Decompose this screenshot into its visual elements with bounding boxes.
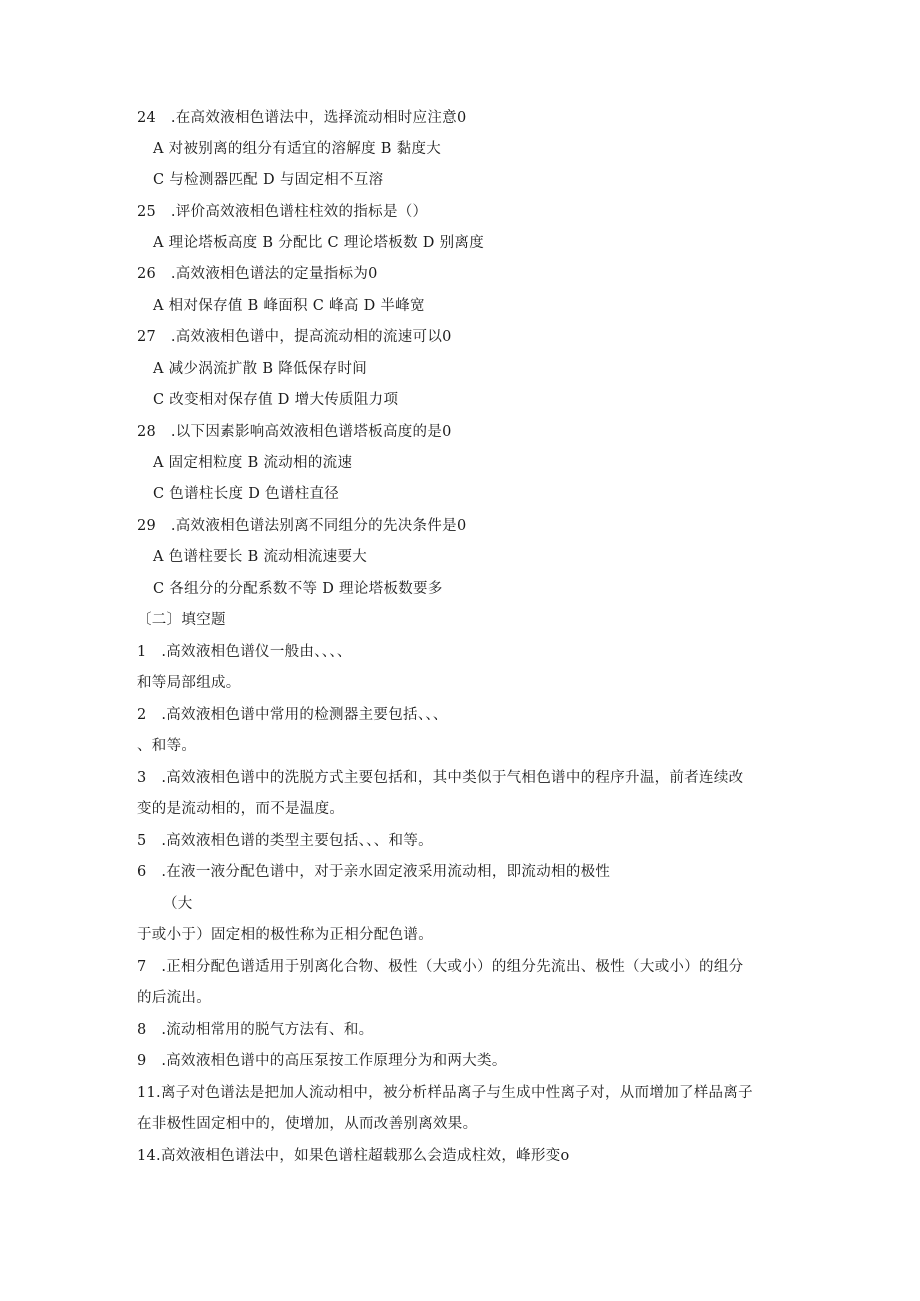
question-29: 29 .高效液相色谱法别离不同组分的先决条件是0: [137, 518, 467, 534]
question-27-options-cd: C 改变相对保存值 D 增大传质阻力项: [153, 392, 399, 408]
question-28-options-cd: C 色谱柱长度 D 色谱柱直径: [153, 486, 340, 502]
fill-question-1: 1 .高效液相色谱仪一般由、、、、: [137, 644, 352, 660]
question-24: 24 .在高效液相色谱法中，选择流动相时应注意0: [137, 110, 467, 126]
question-25: 25 .评价高效液相色谱柱柱效的指标是（）: [137, 204, 428, 220]
question-28-options-ab: A 固定相粒度 B 流动相的流速: [153, 455, 353, 471]
question-29-options-ab: A 色谱柱要长 B 流动相流速要大: [153, 549, 368, 565]
question-26-options: A 相对保存值 B 峰面积 C 峰高 D 半峰宽: [153, 298, 425, 314]
fill-question-14: 14.高效液相色谱法中，如果色谱柱超载那么会造成柱效，峰形变o: [137, 1148, 570, 1164]
fill-question-6-cont-a: （大: [163, 896, 193, 912]
fill-question-2: 2 .高效液相色谱中常用的检测器主要包括、、、: [137, 707, 448, 723]
fill-question-7-cont: 的后流出。: [137, 990, 211, 1006]
question-25-options: A 理论塔板高度 B 分配比 C 理论塔板数 D 别离度: [153, 235, 485, 251]
fill-question-11: 11.离子对色谱法是把加人流动相中，被分析样品离子与生成中性离子对，从而增加了样品离子: [137, 1085, 753, 1101]
question-27: 27 .高效液相色谱中，提高流动相的流速可以0: [137, 329, 452, 345]
question-24-options-cd: C 与检测器匹配 D 与固定相不互溶: [153, 172, 384, 188]
question-24-options-ab: A 对被别离的组分有适宜的溶解度 B 黏度大: [153, 141, 442, 157]
question-28: 28 .以下因素影响高效液相色谱塔板高度的是0: [137, 424, 452, 440]
fill-question-5: 5 .高效液相色谱的类型主要包括、、、和等。: [137, 833, 433, 849]
fill-question-11-cont: 在非极性固定相中的，使增加，从而改善别离效果。: [137, 1116, 478, 1132]
fill-question-7: 7 .正相分配色谱适用于别离化合物、极性（大或小）的组分先流出、极性（大或小）的组分: [137, 959, 744, 975]
fill-question-9: 9 .高效液相色谱中的高压泵按工作原理分为和两大类。: [137, 1053, 507, 1069]
fill-question-6: 6 .在液一液分配色谱中，对于亲水固定液采用流动相，即流动相的极性: [137, 864, 611, 880]
question-29-options-cd: C 各组分的分配系数不等 D 理论塔板数要多: [153, 581, 443, 597]
fill-question-6-cont-b: 于或小于）固定相的极性称为正相分配色谱。: [137, 927, 433, 943]
question-27-options-ab: A 减少涡流扩散 B 降低保存时间: [153, 361, 368, 377]
fill-question-2-cont: 、和等。: [137, 738, 197, 754]
fill-question-1-cont: 和等局部组成。: [137, 675, 241, 691]
fill-question-3-cont: 变的是流动相的，而不是温度。: [137, 801, 345, 817]
question-26: 26 .高效液相色谱法的定量指标为0: [137, 266, 378, 282]
fill-question-8: 8 .流动相常用的脱气方法有、和。: [137, 1022, 374, 1038]
section-heading-fill-in: 〔二〕填空题: [137, 612, 226, 628]
fill-question-3: 3 .高效液相色谱中的洗脱方式主要包括和，其中类似于气相色谱中的程序升温，前者连续改: [137, 770, 744, 786]
